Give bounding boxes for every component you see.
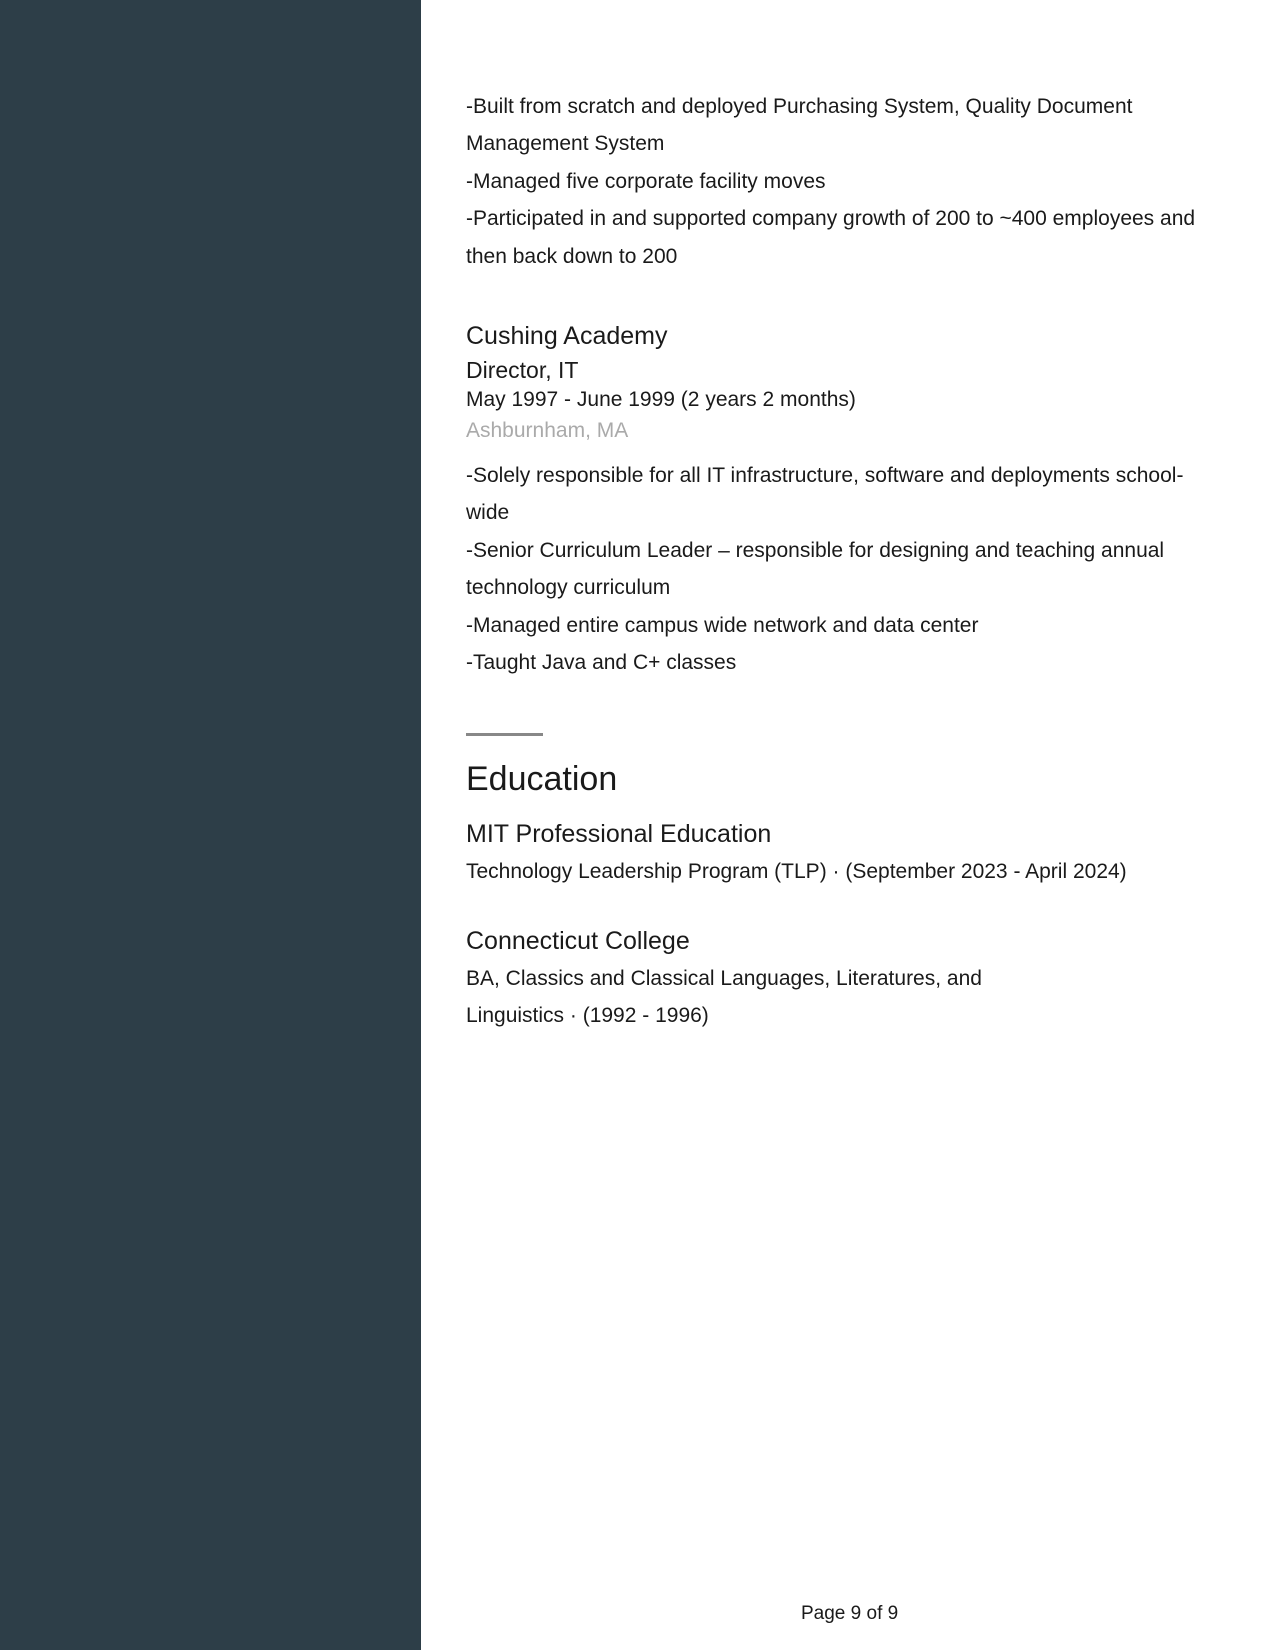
education-school: Connecticut College	[466, 927, 690, 955]
education-detail: Linguistics · (1992 - 1996)	[466, 1004, 709, 1027]
prev-job-bullet-line: -Participated in and supported company growth of 200 to ~400 employees and	[466, 207, 1196, 230]
job-bullet-line: -Managed entire campus wide network and data center	[466, 614, 979, 637]
education-detail: BA, Classics and Classical Languages, Literatures, and	[466, 967, 982, 990]
job-bullet-line: -Senior Curriculum Leader – responsible for designing and teaching annual	[466, 539, 1165, 562]
prev-job-bullet-line: -Built from scratch and deployed Purchasing System, Quality Document	[466, 95, 1133, 118]
job-company: Cushing Academy	[466, 322, 668, 350]
prev-job-bullet-line: then back down to 200	[466, 245, 678, 268]
job-bullet-line: wide	[466, 501, 510, 524]
job-bullet-line: technology curriculum	[466, 576, 671, 599]
page-number: Page 9 of 9	[801, 1603, 899, 1624]
education-school: MIT Professional Education	[466, 820, 772, 848]
job-bullet-line: -Taught Java and C+ classes	[466, 651, 737, 674]
job-location: Ashburnham, MA	[466, 419, 629, 442]
resume-main-column	[466, 0, 1236, 1650]
education-detail: Technology Leadership Program (TLP) · (September 2023 - April 2024)	[466, 860, 1127, 883]
prev-job-bullet-line: -Managed five corporate facility moves	[466, 170, 826, 193]
education-heading: Education	[466, 760, 618, 798]
job-title: Director, IT	[466, 357, 579, 383]
job-dates: May 1997 - June 1999 (2 years 2 months)	[466, 388, 856, 411]
job-bullet-line: -Solely responsible for all IT infrastructure, software and deployments school-	[466, 464, 1184, 487]
sidebar-panel	[0, 0, 421, 1650]
prev-job-bullet-line: Management System	[466, 132, 665, 155]
section-divider	[466, 733, 543, 736]
